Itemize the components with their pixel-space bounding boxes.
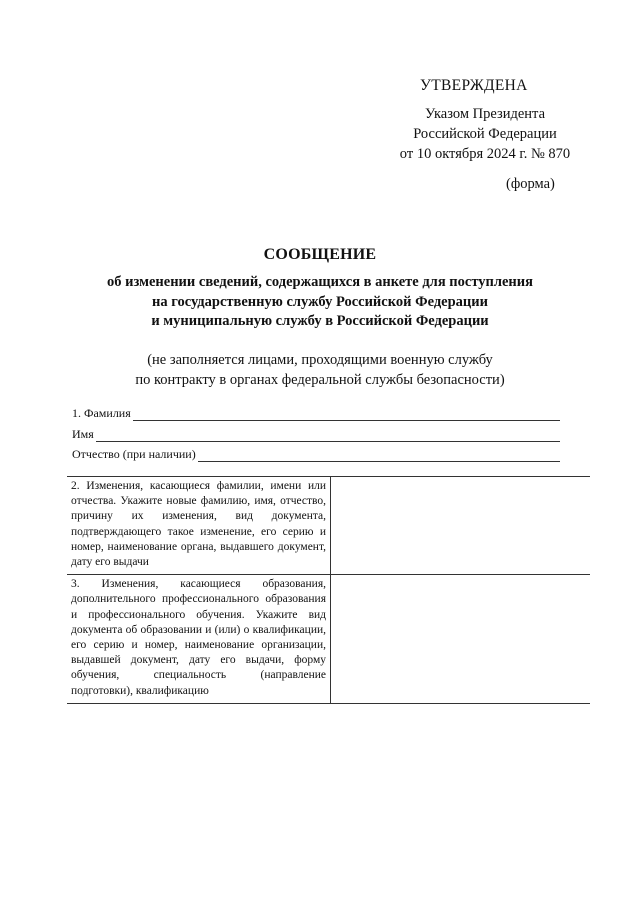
subtitle-line: об изменении сведений, содержащихся в анкете для поступления [106, 274, 533, 290]
decree-line: от 10 октября 2024 г. № 870 [399, 146, 571, 162]
table-row [67, 477, 590, 575]
note-line: по контракту в органах федеральной службы безопасности) [135, 371, 505, 388]
patronymic-field[interactable] [72, 446, 560, 462]
decree-line: Указом Президента [424, 106, 545, 122]
document-title: СООБЩЕНИЕ [263, 246, 377, 263]
name-input-line[interactable] [96, 430, 560, 442]
surname-label: 1. Фамилия [72, 406, 131, 420]
approval-stamp: УТВЕРЖДЕНА [420, 77, 528, 94]
education-change-input[interactable] [331, 575, 591, 704]
patronymic-label: Отчество (при наличии) [72, 447, 196, 461]
applicability-note [0, 351, 640, 390]
subtitle-line: и муниципальную службу в Российской Федерации [151, 313, 489, 329]
document-subtitle [0, 273, 640, 332]
name-change-input[interactable] [331, 477, 591, 575]
subtitle-line: на государственную службу Российской Федерации [152, 293, 488, 310]
changes-table [67, 476, 590, 704]
note-line: (не заполняется лицами, проходящими военную службу [147, 352, 493, 368]
form-label: (форма) [506, 176, 555, 192]
decree-reference [340, 104, 630, 164]
education-change-label: 3. Изменения, касающиеся образования, дополнительного профессионального образования и профессионального обучения. Укажите вид документа об образовании и (или) о квалификации, его серию и номер, наименование организации, выдавшей документ, дату его выдачи, форму обучения, специальность (направление подготовки), квалификацию [67, 575, 331, 704]
decree-line: Российской Федерации [413, 126, 557, 142]
name-change-label: 2. Изменения, касающиеся фамилии, имени или отчества. Укажите новые фамилию, имя, отчество, причину их изменения, вид документа, подтверждающего такое изменение, его серию и номер, наименование органа, выдавшего документ, дату его выдачи [67, 477, 331, 575]
table-row [67, 575, 590, 704]
surname-field[interactable] [72, 405, 560, 421]
patronymic-input-line[interactable] [198, 450, 560, 462]
name-label: Имя [72, 427, 94, 441]
name-field[interactable] [72, 426, 560, 442]
surname-input-line[interactable] [133, 409, 560, 421]
